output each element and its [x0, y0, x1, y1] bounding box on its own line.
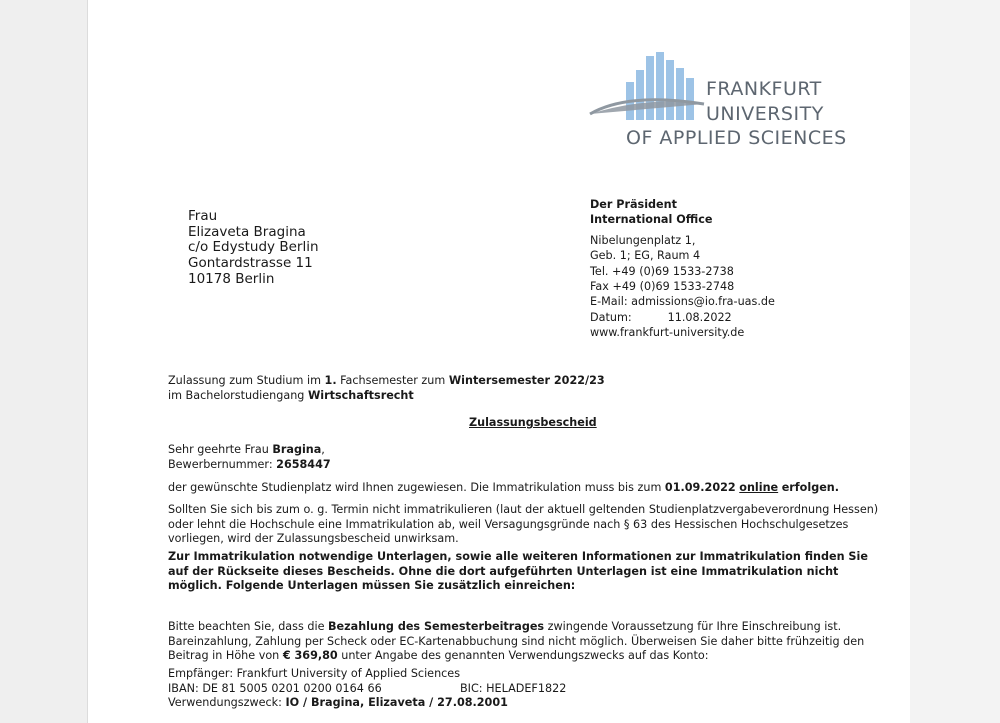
online-link[interactable]: online	[739, 481, 779, 494]
bank-iban-line	[168, 682, 890, 697]
sender-title: Der Präsident	[590, 198, 677, 211]
sender-date	[590, 310, 775, 325]
sender-office: International Office	[590, 213, 713, 227]
recipient-name: Elizaveta Bragina	[188, 223, 306, 240]
date-label: Datum:	[590, 310, 632, 324]
sender-address-2: Geb. 1; EG, Raum 4	[590, 249, 701, 263]
subject-line-2: im Bachelorstudiengang Wirtschaftsrecht	[168, 388, 414, 402]
logo-text-line-3: OF APPLIED SCIENCES	[626, 127, 847, 149]
sender-fax: Fax +49 (0)69 1533-2748	[590, 280, 735, 294]
subject	[168, 374, 890, 403]
background-left	[0, 0, 88, 723]
sender-tel: Tel. +49 (0)69 1533-2738	[590, 264, 734, 278]
sender-address-1: Nibelungenplatz 1,	[590, 233, 696, 247]
paragraph-4: Bitte beachten Sie, dass die Bezahlung des Semesterbeitrages zwingende Voraussetzung für Ihre Einschreibung ist. Bareinzahlung, Zahlung per Scheck oder EC-Kartenabbuchung sind nicht möglich. Überweisen Sie daher bitte frühzeitig den Beitrag in Höhe von € 369,80 unter Angabe des genannten Verwendungszwecks auf das Konto:	[168, 620, 865, 663]
sender-web: www.frankfurt-university.de	[590, 326, 745, 340]
bank-recipient: Empfänger: Frankfurt University of Applied Sciences	[168, 667, 461, 680]
paragraph-3: Zur Immatrikulation notwendige Unterlagen, sowie alle weiteren Informationen zur Immatrikulation finden Sie auf der Rückseite dieses Bescheids. Ohne die dort aufgeführten Unterlagen ist eine Immatrikulation nicht möglich. Folgende Unterlagen müssen Sie zusätzlich einreichen:	[168, 550, 868, 593]
recipient-salutation: Frau	[188, 208, 218, 224]
bank-details	[168, 667, 890, 711]
background-right	[910, 0, 1000, 723]
recipient-co: c/o Edystudy Berlin	[188, 239, 319, 256]
greeting-line: Sehr geehrte Frau Bragina,	[168, 443, 325, 456]
recipient-address	[188, 209, 319, 288]
date-value: 11.08.2022	[667, 310, 732, 324]
iban: IBAN: DE 81 5005 0201 0200 0164 66	[168, 681, 382, 695]
recipient-street: Gontardstrasse 11	[188, 255, 313, 272]
paragraph-2: Sollten Sie sich bis zum o. g. Termin nicht immatrikulieren (laut der aktuell geltenden Studienplatzvergabeverordnung Hessen) oder lehnt die Hochschule eine Immatrikulation ab, weil Versagungsgründe nach § 63 des Hessischen Hochschulgesetzes vorliegen, wird der Zulassungsbescheid unwirksam.	[168, 503, 879, 546]
sender-email: E-Mail: admissions@io.fra-uas.de	[590, 295, 775, 309]
recipient-city: 10178 Berlin	[188, 270, 275, 287]
applicant-number: Bewerbernummer: 2658447	[168, 457, 331, 471]
greeting	[168, 443, 890, 472]
document-title: Zulassungsbescheid	[469, 416, 597, 429]
logo-text-line-1: FRANKFURT	[706, 78, 822, 100]
logo-text-line-2: UNIVERSITY	[706, 103, 824, 125]
paragraph-1: der gewünschte Studienplatz wird Ihnen zugewiesen. Die Immatrikulation muss bis zum 01.09.2022 online erfolgen.	[168, 481, 840, 494]
sender-block	[590, 197, 775, 341]
subject-line-1: Zulassung zum Studium im 1. Fachsemester zum Wintersemester 2022/23	[168, 374, 605, 387]
bank-purpose: Verwendungszweck: IO / Bragina, Elizaveta / 27.08.2001	[168, 696, 508, 710]
bic: BIC: HELADEF1822	[460, 681, 567, 695]
